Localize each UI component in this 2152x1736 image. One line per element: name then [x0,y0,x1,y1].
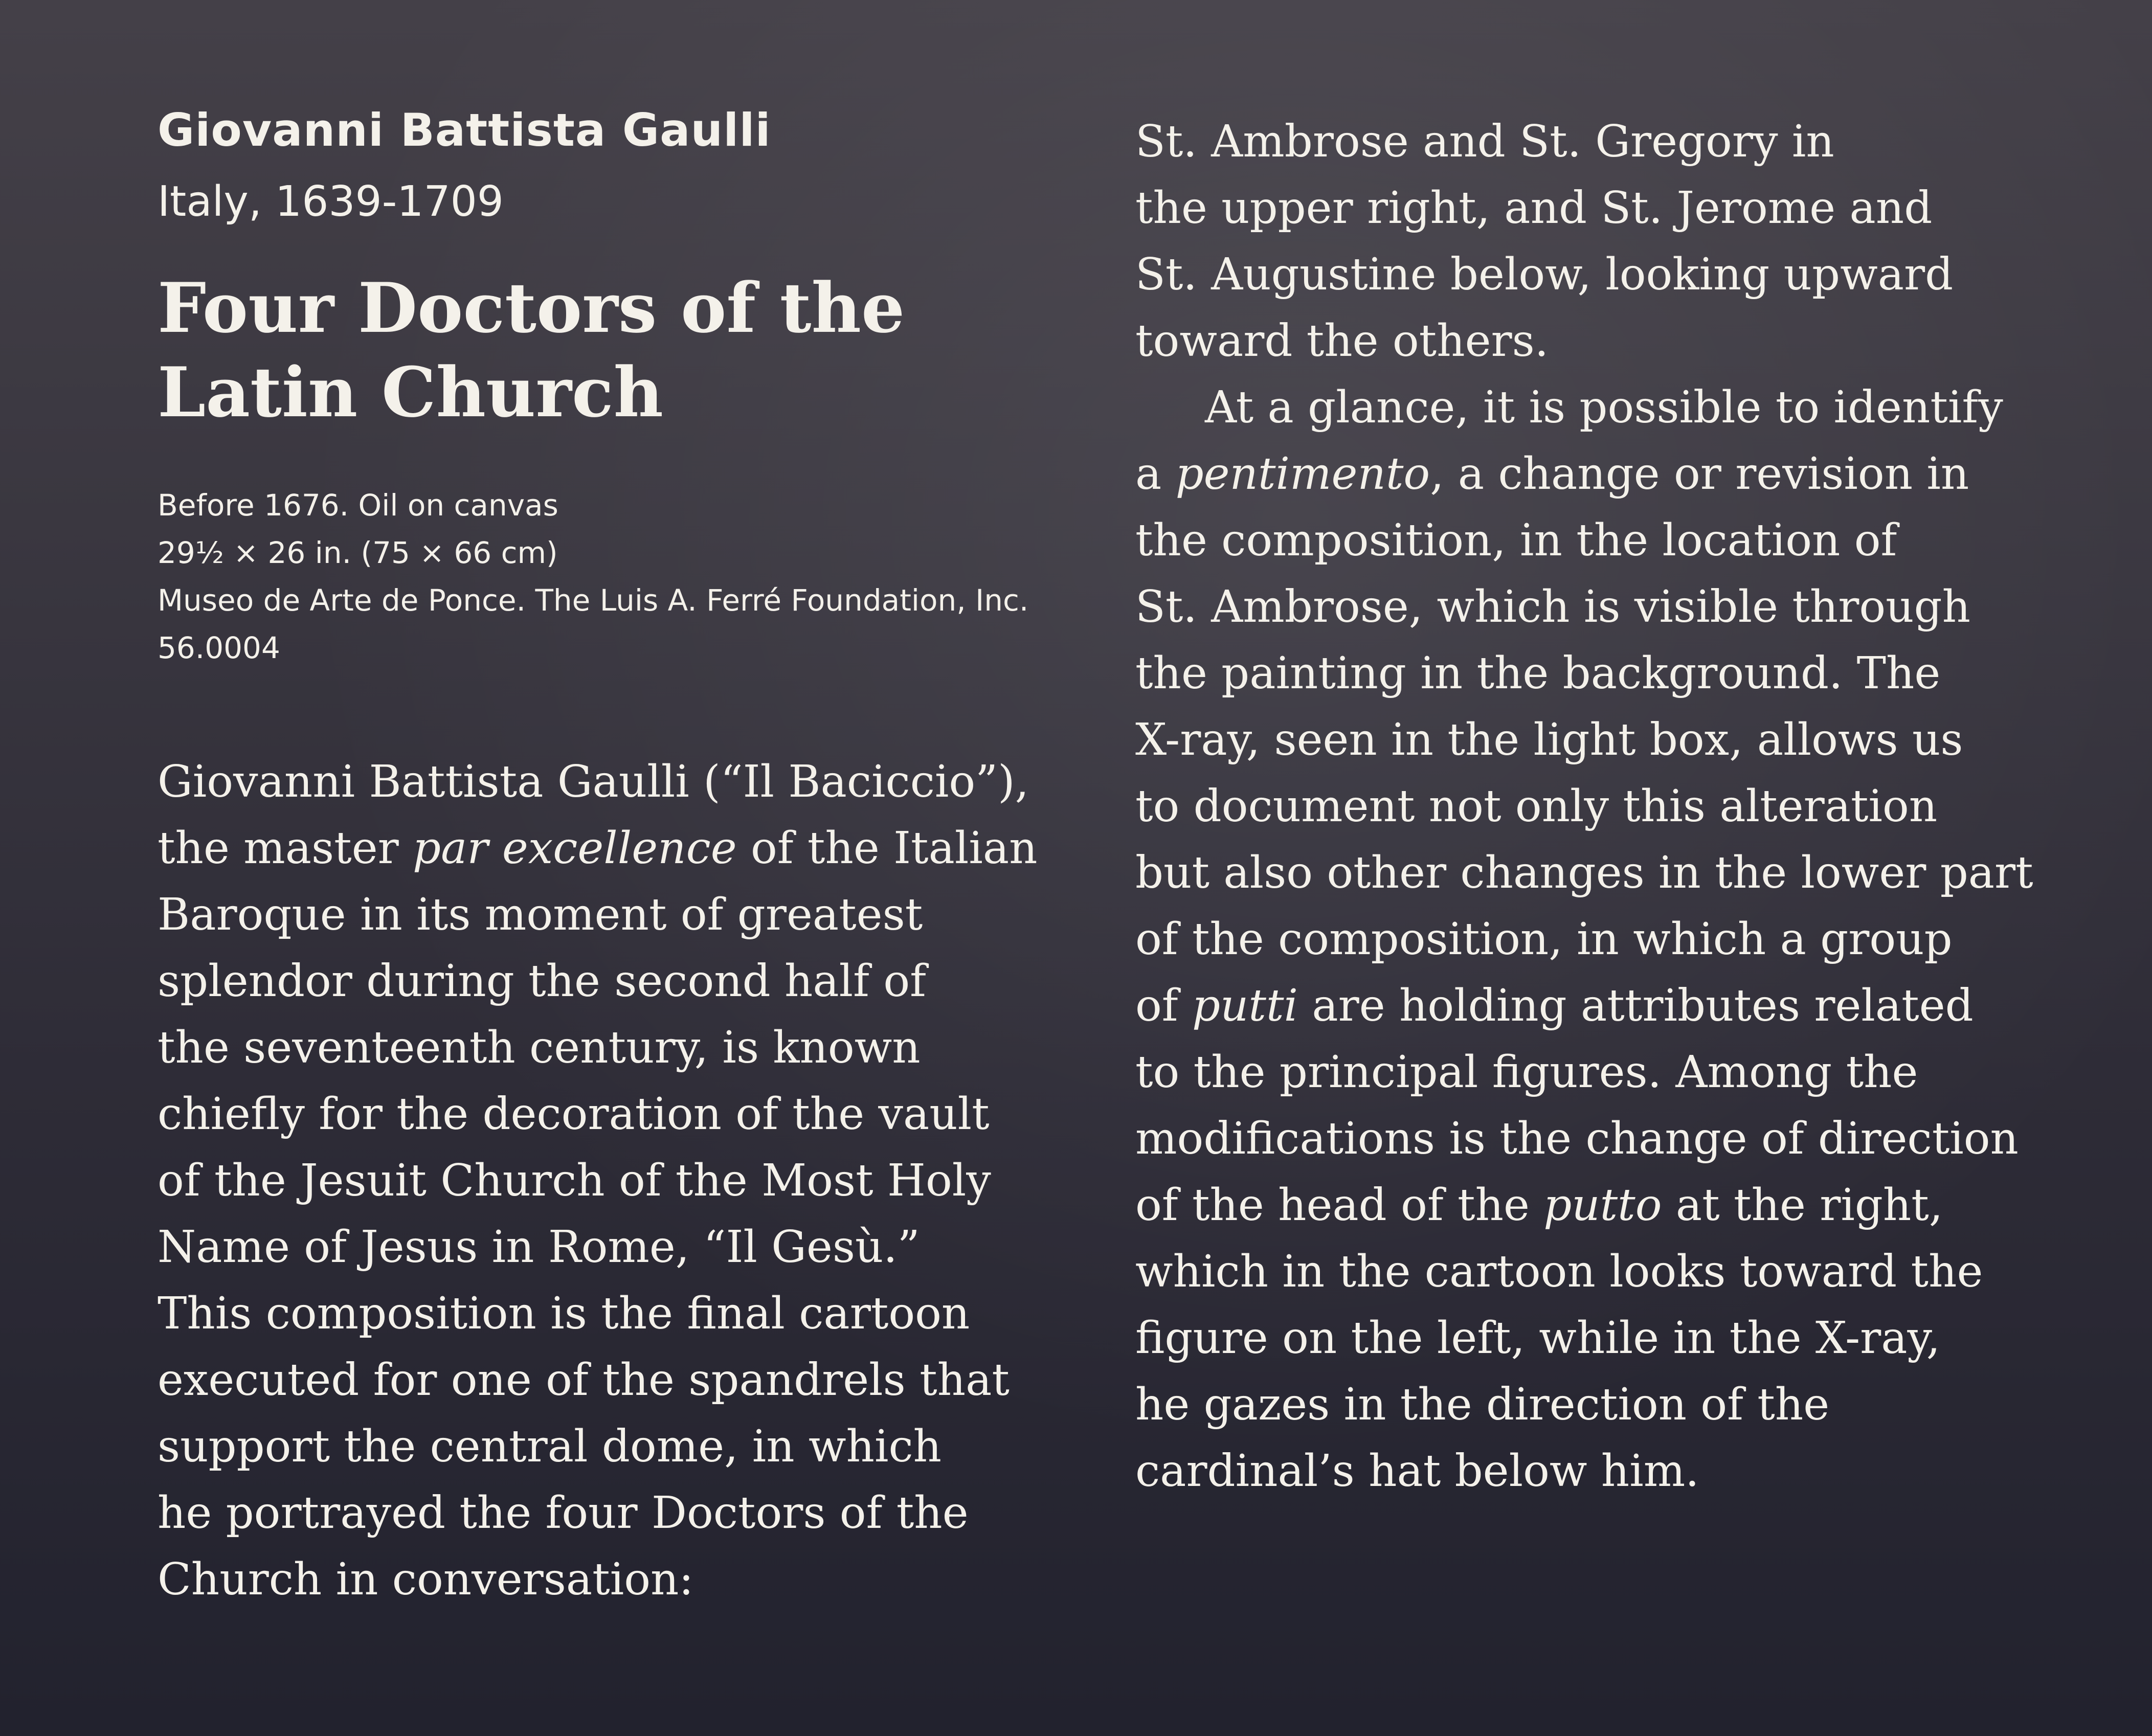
description-line [1135,574,2056,640]
description-line [1135,308,2056,374]
description-line [1135,1238,2056,1305]
text-run: of the head of the [1135,1180,1544,1231]
description-line [1135,1172,2056,1238]
description-line [1135,108,2056,175]
text-run: he portrayed the four Doctors of the [158,1487,969,1539]
artist-origin: Italy, 1639-1709 [158,177,504,226]
description-line [1135,1106,2056,1172]
description-line [1135,1371,2056,1438]
text-run: chiefly for the decoration of the vault [158,1089,990,1140]
description-line [158,1480,1078,1546]
text-run: he gazes in the direction of the [1135,1379,1830,1430]
description-right [1135,108,2056,1504]
artwork-dimensions: 29½ × 26 in. (75 × 66 cm) [158,535,558,570]
text-run: the upper right, and St. Jerome and [1135,183,1933,234]
text-run: of the composition, in which a group [1135,914,1953,965]
text-run: the painting in the background. The [1135,648,1941,699]
artwork-collection: Museo de Arte de Ponce. The Luis A. Ferré Foundation, Inc. [158,583,1029,618]
text-run: St. Ambrose, which is visible through [1135,581,1970,633]
artwork-date-medium: Before 1676. Oil on canvas [158,488,558,523]
text-run: a [1135,448,1176,500]
text-run: executed for one of the spandrels that [158,1355,1010,1406]
label-right-column [1135,108,2056,1504]
text-run: At a glance, it is possible to identify [1205,382,2003,433]
text-run: X-ray, seen in the light box, allows us [1135,714,1963,765]
text-run: Church in conversation: [158,1554,694,1605]
description-line [1135,840,2056,906]
text-run: Name of Jesus in Rome, “Il Gesù.” [158,1222,920,1273]
text-run: of the Jesuit Church of the Most Holy [158,1155,991,1206]
italic-term: par excellence [413,823,737,874]
description-line [1135,1438,2056,1504]
text-run: modifications is the change of direction [1135,1113,2019,1164]
description-line [1135,507,2056,574]
text-run: are holding attributes related [1298,980,1974,1031]
description-line [1135,241,2056,308]
text-run: which in the cartoon looks toward the [1135,1246,1983,1297]
artwork-accession-number: 56.0004 [158,630,280,665]
description-line [158,1546,1078,1613]
text-run: the seventeenth century, is known [158,1022,921,1073]
text-run: at the right, [1662,1180,1943,1231]
description-line [1135,640,2056,707]
text-run: Baroque in its moment of greatest [158,889,923,940]
description-line [158,1347,1078,1413]
description-line [1135,906,2056,973]
description-line [1135,175,2056,241]
description-line [1135,1305,2056,1371]
artwork-title: Four Doctors of the Latin Church [158,267,905,433]
italic-term: pentimento [1175,448,1430,500]
description-line [1135,707,2056,773]
description-line [158,882,1078,948]
description-line [1135,973,2056,1039]
description-line [158,1147,1078,1214]
text-run: St. Ambrose and St. Gregory in [1135,116,1834,167]
text-run: of [1135,980,1192,1031]
text-run: figure on the left, while in the X-ray, [1135,1313,1941,1364]
text-run: , a change or revision in [1430,448,1969,500]
text-run: but also other changes in the lower part [1135,847,2033,898]
text-run: splendor during the second half of [158,956,926,1007]
text-run: the master [158,823,413,874]
description-line [158,749,1078,815]
description-line [158,1214,1078,1280]
description-left [158,749,1078,1613]
text-run: to document not only this alteration [1135,781,1938,832]
text-run: St. Augustine below, looking upward [1135,249,1954,300]
description-line [158,1413,1078,1480]
text-run: Giovanni Battista Gaulli (“Il Baciccio”), [158,756,1029,807]
description-line [1135,773,2056,840]
text-run: toward the others. [1135,315,1549,367]
text-run: cardinal’s hat below him. [1135,1446,1699,1497]
description-line [158,1081,1078,1147]
text-run: of the Italian [736,823,1038,874]
italic-term: putto [1543,1180,1662,1231]
text-run: support the central dome, in which [158,1421,942,1472]
description-line [1135,374,2056,441]
artwork-details [158,482,1078,672]
description-line [158,815,1078,882]
artist-name: Giovanni Battista Gaulli [158,104,771,156]
italic-term: putti [1192,980,1298,1031]
text-run: This composition is the final cartoon [158,1288,970,1339]
label-left-column [158,97,1078,1613]
description-line [1135,441,2056,507]
description-line [158,1280,1078,1347]
text-run: to the principal figures. Among the [1135,1047,1918,1098]
description-line [158,1014,1078,1081]
description-line [1135,1039,2056,1106]
description-line [158,948,1078,1014]
text-run: the composition, in the location of [1135,515,1897,566]
